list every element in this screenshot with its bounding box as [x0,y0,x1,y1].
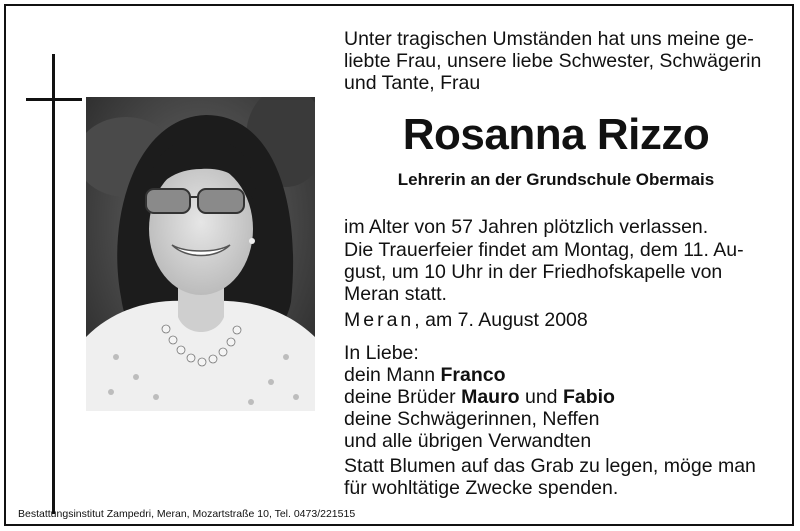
flowers-line-2: für wohltätige Zwecke spenden. [344,477,619,499]
date: , am 7. August 2008 [414,309,588,331]
husband-name: Franco [440,364,506,386]
funeral-line-3: Meran statt. [344,283,447,305]
mourner-line-5: und alle übrigen Verwandten [344,430,592,452]
age-line: im Alter von 57 Jahren plötzlich verlassen. [344,216,709,238]
brothers-prefix: deine Brüder [344,386,462,408]
place: Meran [344,309,415,331]
funeral-line-2: gust, um 10 Uhr in der Friedhofskapelle von [344,261,723,283]
cross-vertical-bar [52,54,55,514]
brothers-and: und [519,386,563,408]
intro-line-3: und Tante, Frau [344,72,481,94]
mourner-husband [344,365,506,387]
husband-prefix: dein Mann [344,364,441,386]
profession: Lehrerin an der Grundschule Obermais [397,170,715,189]
brother-2-name: Fabio [562,386,615,408]
flowers-line-1: Statt Blumen auf das Grab zu legen, möge man [344,455,756,477]
place-date [344,310,588,332]
funeral-line-1: Die Trauerfeier findet am Montag, dem 11. Au- [344,239,744,261]
cross-horizontal-bar [26,98,82,101]
mourner-brothers [344,387,615,409]
portrait-photo [86,97,315,411]
funeral-home-footer: Bestattungsinstitut Zampedri, Meran, Mozartstraße 10, Tel. 0473/221515 [18,508,356,520]
mourner-line-4: deine Schwägerinnen, Neffen [344,408,600,430]
brother-1-name: Mauro [461,386,520,408]
intro-line-2: liebte Frau, unsere liebe Schwester, Schwägerin [344,50,762,72]
intro-line-1: Unter tragischen Umständen hat uns meine ge- [344,28,754,50]
mourners-intro: In Liebe: [344,342,419,364]
deceased-name: Rosanna Rizzo [402,110,710,159]
